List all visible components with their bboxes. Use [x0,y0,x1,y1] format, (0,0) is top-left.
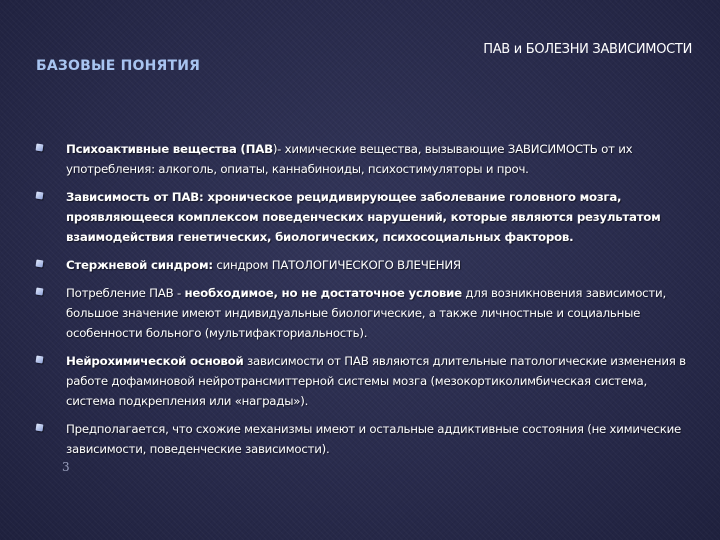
bullet-text: зависимости от ПАВ являются длительные патологические изменения в работе дофаминовой нейротрансмиттерной системы мозга (мезокортиколимбическая система, система подкрепления или «награды»). [66,354,686,408]
bullet-item [34,139,694,179]
bullet-marker-icon [36,144,44,152]
header-right-title: ПАВ и БОЛЕЗНИ ЗАВИСИМОСТИ [483,42,692,57]
bullet-marker-icon [36,288,44,296]
bullet-item [34,255,694,275]
page-number: 3 [62,460,70,474]
bullet-marker-icon [36,192,44,200]
bullet-text: Потребление ПАВ - [66,286,185,300]
bullet-list [34,139,694,467]
bullet-text-bold: Нейрохимической основой [66,354,244,368]
bullet-text-bold: Психоактивные вещества (ПАВ [66,142,273,156]
bullet-text-bold: необходимое, но не достаточное условие [184,286,462,300]
bullet-marker-icon [36,260,44,268]
bullet-text-bold: Стержневой синдром: [66,258,213,272]
bullet-text: синдром ПАТОЛОГИЧЕСКОГО ВЛЕЧЕНИЯ [212,258,461,272]
bullet-item [34,419,694,459]
bullet-item [34,351,694,411]
bullet-marker-icon [36,356,44,364]
bullet-item [34,283,694,343]
bullet-text: )- химические вещества, вызывающие ЗАВИСИМОСТЬ от их употребления: алкоголь, опиаты, каннабиноиды, психостимуляторы и проч. [66,142,633,176]
bullet-item [34,187,694,247]
bullet-text: для возникновения зависимости, большое значение имеют индивидуальные биологические, а также личностные и социальные особенности больного (мультифакториальность). [66,286,666,340]
bullet-text-bold: Зависимость от ПАВ: хроническое рецидивирующее заболевание головного мозга, проявляющееся комплексом поведенческих нарушений, которые являются результатом взаимодействия генетических, биологических, психосоциальных факторов. [66,190,661,244]
bullet-marker-icon [36,424,44,432]
slide-title: БАЗОВЫЕ ПОНЯТИЯ [36,58,201,74]
bullet-text: Предполагается, что схожие механизмы имеют и остальные аддиктивные состояния (не химические зависимости, поведенческие зависимости). [66,422,682,456]
